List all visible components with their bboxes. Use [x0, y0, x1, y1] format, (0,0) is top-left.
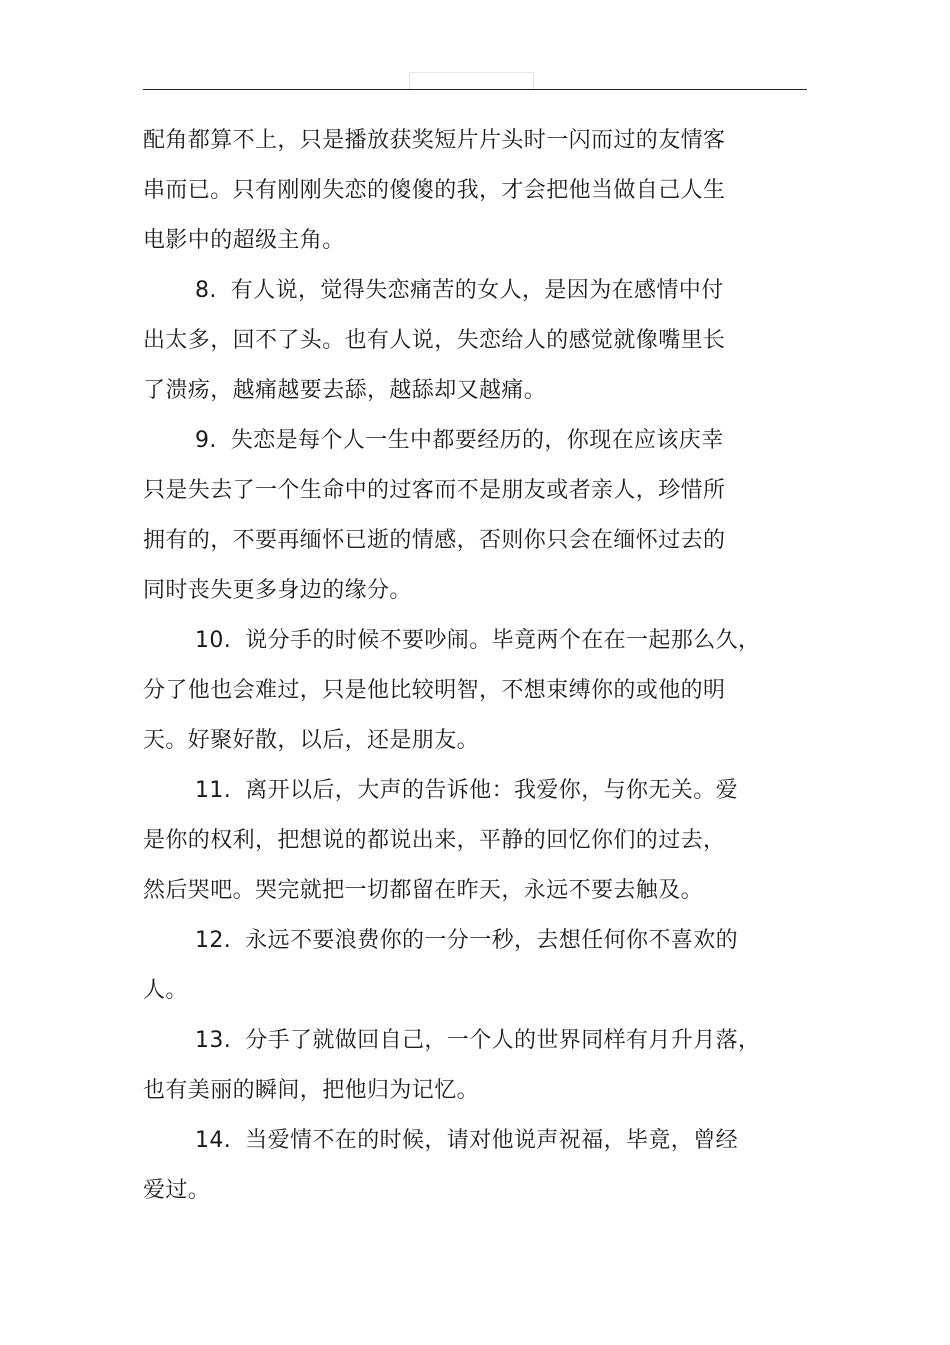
- line-text: 当爱情不在的时候，请对他说声祝福，毕竟，曾经: [245, 1128, 738, 1153]
- text-line: [143, 866, 783, 916]
- line-text: 说分手的时候不要吵闹。毕竟两个在在一起那么久，: [245, 628, 761, 653]
- line-text: 配角都算不上，只是播放获奖短片片头时一闪而过的友情客: [143, 128, 726, 153]
- text-line: [143, 416, 783, 466]
- text-line: [143, 1166, 783, 1216]
- text-line: [143, 916, 783, 966]
- text-line: [143, 216, 783, 266]
- text-line: [143, 166, 783, 216]
- line-text: 同时丧失更多身边的缘分。: [143, 578, 412, 603]
- paragraph-number: 9.: [195, 428, 217, 453]
- line-text: 是你的权利，把想说的都说出来，平静的回忆你们的过去，: [143, 828, 726, 853]
- text-line: [143, 1066, 783, 1116]
- paragraph-number: 13.: [195, 1028, 232, 1053]
- text-line: [143, 1116, 783, 1166]
- line-text: 天。好聚好散，以后，还是朋友。: [143, 728, 480, 753]
- text-line: [143, 116, 783, 166]
- paragraph: [143, 1016, 783, 1116]
- line-text: 分了他也会难过，只是他比较明智，不想束缚你的或他的明: [143, 678, 726, 703]
- text-line: [143, 566, 783, 616]
- line-text: 出太多，回不了头。也有人说，失恋给人的感觉就像嘴里长: [143, 328, 726, 353]
- paragraph: [143, 616, 783, 766]
- line-text: 爱过。: [143, 1178, 211, 1203]
- paragraph-number: 14.: [195, 1128, 232, 1153]
- text-line: [143, 816, 783, 866]
- line-text: 离开以后，大声的告诉他：我爱你，与你无关。爱: [245, 778, 738, 803]
- line-text: 电影中的超级主角。: [143, 228, 345, 253]
- document-body: [143, 116, 783, 1216]
- paragraph: [143, 766, 783, 916]
- paragraph-number: 11.: [195, 778, 232, 803]
- text-line: [143, 666, 783, 716]
- text-line: [143, 766, 783, 816]
- line-text: 了溃疡，越痛越要去舔，越舔却又越痛。: [143, 378, 547, 403]
- line-text: 也有美丽的瞬间，把他归为记忆。: [143, 1078, 480, 1103]
- text-line: [143, 716, 783, 766]
- paragraph-number: 10.: [195, 628, 232, 653]
- text-line: [143, 366, 783, 416]
- line-text: 人。: [143, 978, 188, 1003]
- line-text: 只是失去了一个生命中的过客而不是朋友或者亲人，珍惜所: [143, 478, 726, 503]
- line-text: 失恋是每个人一生中都要经历的，你现在应该庆幸: [230, 428, 724, 453]
- paragraph-number: 8.: [195, 278, 217, 303]
- paragraph: [143, 1116, 783, 1216]
- text-line: [143, 516, 783, 566]
- text-line: [143, 466, 783, 516]
- paragraph: [143, 416, 783, 616]
- text-line: [143, 616, 783, 666]
- line-text: 串而已。只有刚刚失恋的傻傻的我，才会把他当做自己人生: [143, 178, 726, 203]
- paragraph: [143, 266, 783, 416]
- paragraph-number: 12.: [195, 928, 232, 953]
- line-text: 拥有的，不要再缅怀已逝的情感，否则你只会在缅怀过去的: [143, 528, 726, 553]
- text-line: [143, 316, 783, 366]
- text-line: [143, 266, 783, 316]
- line-text: 分手了就做回自己，一个人的世界同样有月升月落，: [245, 1028, 761, 1053]
- paragraph: [143, 916, 783, 1016]
- line-text: 然后哭吧。哭完就把一切都留在昨天，永远不要去触及。: [143, 878, 704, 903]
- text-line: [143, 1016, 783, 1066]
- paragraph: [143, 116, 783, 266]
- line-text: 永远不要浪费你的一分一秒，去想任何你不喜欢的: [245, 928, 738, 953]
- line-text: 有人说，觉得失恋痛苦的女人，是因为在感情中付: [230, 278, 724, 303]
- text-line: [143, 966, 783, 1016]
- page-header-tab: [409, 72, 534, 90]
- header-rule: [143, 89, 807, 90]
